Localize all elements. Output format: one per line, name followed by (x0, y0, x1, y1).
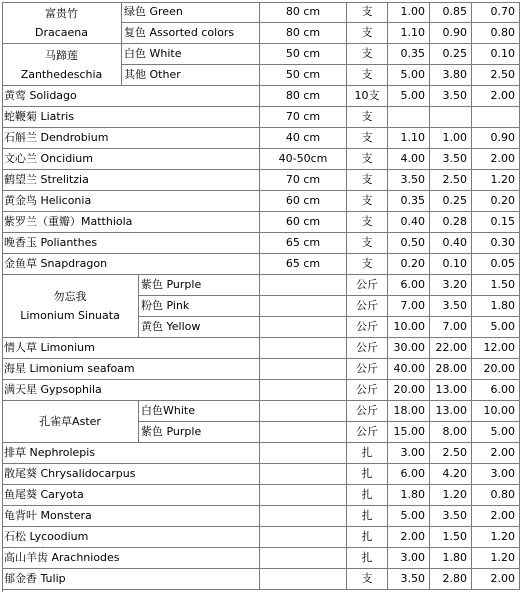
length-cell: 40-50cm (260, 149, 347, 170)
price-3-cell: 2.00 (472, 149, 520, 170)
color-variant-cell: 黄色 Yellow (139, 317, 260, 338)
unit-cell: 公斤 (347, 359, 388, 380)
length-cell: 40 cm (260, 128, 347, 149)
group-name-cell (2, 2, 122, 44)
group-name-line: 孔雀草Aster (39, 415, 101, 428)
price-2-cell: 3.50 (430, 149, 472, 170)
price-3-cell: 5.00 (472, 317, 520, 338)
color-variant-cell: 白色White (139, 401, 260, 422)
price-2-cell: 3.50 (430, 506, 472, 527)
color-variant-cell: 白色 White (122, 44, 260, 65)
price-1-cell: 1.00 (388, 2, 430, 23)
product-name-cell: 黄莺 Solidago (2, 86, 260, 107)
unit-cell: 公斤 (347, 338, 388, 359)
price-table (2, 2, 520, 592)
price-1-cell: 1.10 (388, 23, 430, 44)
price-1-cell: 3.00 (388, 548, 430, 569)
price-1-cell: 1.80 (388, 485, 430, 506)
price-3-cell: 0.10 (472, 44, 520, 65)
unit-cell: 支 (347, 254, 388, 275)
price-2-cell: 0.25 (430, 191, 472, 212)
unit-cell: 公斤 (347, 380, 388, 401)
price-2-cell: 2.80 (430, 569, 472, 590)
price-1-cell: 10.00 (388, 317, 430, 338)
unit-cell: 支 (347, 44, 388, 65)
price-3-cell: 10.00 (472, 401, 520, 422)
color-variant-cell: 紫色 Purple (139, 275, 260, 296)
price-1-cell: 0.50 (388, 233, 430, 254)
unit-cell: 支 (347, 107, 388, 128)
price-2-cell: 0.40 (430, 233, 472, 254)
length-cell: 50 cm (260, 65, 347, 86)
length-cell (260, 506, 347, 527)
length-cell (260, 338, 347, 359)
length-cell (260, 296, 347, 317)
price-3-cell: 6.00 (472, 380, 520, 401)
price-3-cell: 0.90 (472, 128, 520, 149)
length-cell: 60 cm (260, 212, 347, 233)
price-1-cell: 3.00 (388, 443, 430, 464)
unit-cell: 支 (347, 170, 388, 191)
price-1-cell: 0.35 (388, 44, 430, 65)
length-cell (260, 275, 347, 296)
unit-cell: 支 (347, 233, 388, 254)
color-variant-cell: 其他 Other (122, 65, 260, 86)
price-2-cell: 0.25 (430, 44, 472, 65)
product-name-cell: 郁金香 Tulip (2, 569, 260, 590)
color-variant-cell: 紫色 Purple (139, 422, 260, 443)
length-cell (260, 464, 347, 485)
product-name-cell: 满天星 Gypsophila (2, 380, 260, 401)
length-cell (260, 443, 347, 464)
price-2-cell: 0.28 (430, 212, 472, 233)
price-2-cell (430, 107, 472, 128)
price-3-cell: 0.80 (472, 485, 520, 506)
unit-cell: 扎 (347, 485, 388, 506)
length-cell (260, 380, 347, 401)
color-variant-cell: 绿色 Green (122, 2, 260, 23)
price-1-cell: 3.50 (388, 569, 430, 590)
group-name-line: 勿忘我 (53, 290, 87, 303)
product-name-cell: 紫罗兰（重瓣）Matthiola (2, 212, 260, 233)
unit-cell: 公斤 (347, 401, 388, 422)
length-cell: 50 cm (260, 44, 347, 65)
product-name-cell: 龟背叶 Monstera (2, 506, 260, 527)
unit-cell: 支 (347, 191, 388, 212)
price-1-cell: 40.00 (388, 359, 430, 380)
price-1-cell: 1.10 (388, 128, 430, 149)
price-3-cell (472, 107, 520, 128)
price-3-cell: 12.00 (472, 338, 520, 359)
price-2-cell: 2.50 (430, 170, 472, 191)
unit-cell: 公斤 (347, 422, 388, 443)
length-cell (260, 485, 347, 506)
price-3-cell: 2.50 (472, 65, 520, 86)
product-name-cell: 鱼尾葵 Caryota (2, 485, 260, 506)
price-3-cell: 0.20 (472, 191, 520, 212)
price-3-cell: 0.15 (472, 212, 520, 233)
price-2-cell: 0.85 (430, 2, 472, 23)
unit-cell: 扎 (347, 527, 388, 548)
unit-cell: 扎 (347, 443, 388, 464)
price-2-cell: 3.20 (430, 275, 472, 296)
unit-cell: 支 (347, 2, 388, 23)
unit-cell: 公斤 (347, 317, 388, 338)
product-name-cell: 海星 Limonium seafoam (2, 359, 260, 380)
length-cell (260, 359, 347, 380)
length-cell: 70 cm (260, 107, 347, 128)
product-name-cell: 排草 Nephrolepis (2, 443, 260, 464)
price-3-cell: 2.00 (472, 86, 520, 107)
length-cell: 65 cm (260, 254, 347, 275)
product-name-cell: 鹤望兰 Strelitzia (2, 170, 260, 191)
product-name-cell: 石松 Lycoodium (2, 527, 260, 548)
length-cell: 80 cm (260, 23, 347, 44)
length-cell (260, 401, 347, 422)
price-1-cell: 0.20 (388, 254, 430, 275)
length-cell: 70 cm (260, 170, 347, 191)
group-name-line: Dracaena (34, 25, 88, 39)
price-1-cell: 0.40 (388, 212, 430, 233)
price-1-cell: 0.35 (388, 191, 430, 212)
color-variant-cell: 粉色 Pink (139, 296, 260, 317)
price-3-cell: 20.00 (472, 359, 520, 380)
group-name-line: 马蹄莲 (45, 48, 78, 62)
price-2-cell: 8.00 (430, 422, 472, 443)
price-1-cell: 5.00 (388, 65, 430, 86)
unit-cell: 扎 (347, 548, 388, 569)
length-cell (260, 317, 347, 338)
price-2-cell: 1.00 (430, 128, 472, 149)
product-name-cell: 散尾葵 Chrysalidocarpus (2, 464, 260, 485)
price-3-cell: 2.00 (472, 569, 520, 590)
price-3-cell: 0.05 (472, 254, 520, 275)
group-name-cell (2, 275, 139, 338)
length-cell (260, 548, 347, 569)
group-name-cell (2, 401, 139, 443)
price-2-cell: 0.10 (430, 254, 472, 275)
price-1-cell: 5.00 (388, 86, 430, 107)
price-2-cell: 13.00 (430, 380, 472, 401)
price-1-cell: 6.00 (388, 464, 430, 485)
unit-cell: 公斤 (347, 296, 388, 317)
product-name-cell: 情人草 Limonium (2, 338, 260, 359)
group-name-line: Zanthedeschia (20, 67, 103, 81)
unit-cell: 支 (347, 128, 388, 149)
unit-cell: 10支 (347, 86, 388, 107)
unit-cell: 支 (347, 569, 388, 590)
price-2-cell: 1.20 (430, 485, 472, 506)
unit-cell: 扎 (347, 506, 388, 527)
price-3-cell: 0.80 (472, 23, 520, 44)
unit-cell: 支 (347, 212, 388, 233)
price-2-cell: 3.50 (430, 296, 472, 317)
price-1-cell: 7.00 (388, 296, 430, 317)
price-3-cell: 1.80 (472, 296, 520, 317)
price-3-cell: 1.50 (472, 275, 520, 296)
product-name-cell: 文心兰 Oncidium (2, 149, 260, 170)
unit-cell: 支 (347, 23, 388, 44)
length-cell: 80 cm (260, 2, 347, 23)
price-2-cell: 22.00 (430, 338, 472, 359)
length-cell: 60 cm (260, 191, 347, 212)
length-cell: 80 cm (260, 86, 347, 107)
price-1-cell: 15.00 (388, 422, 430, 443)
price-2-cell: 7.00 (430, 317, 472, 338)
price-3-cell: 5.00 (472, 422, 520, 443)
unit-cell: 公斤 (347, 275, 388, 296)
price-1-cell: 3.50 (388, 170, 430, 191)
price-3-cell: 2.00 (472, 443, 520, 464)
price-3-cell: 1.20 (472, 548, 520, 569)
price-3-cell: 0.30 (472, 233, 520, 254)
color-variant-cell: 复色 Assorted colors (122, 23, 260, 44)
price-1-cell: 18.00 (388, 401, 430, 422)
price-1-cell: 20.00 (388, 380, 430, 401)
product-name-cell: 黄金鸟 Heliconia (2, 191, 260, 212)
price-2-cell: 1.80 (430, 548, 472, 569)
price-3-cell: 0.70 (472, 2, 520, 23)
price-2-cell: 0.90 (430, 23, 472, 44)
length-cell (260, 527, 347, 548)
price-2-cell: 13.00 (430, 401, 472, 422)
price-2-cell: 28.00 (430, 359, 472, 380)
length-cell (260, 422, 347, 443)
product-name-cell: 高山羊齿 Arachniodes (2, 548, 260, 569)
group-name-cell (2, 44, 122, 86)
price-1-cell: 2.00 (388, 527, 430, 548)
price-1-cell: 6.00 (388, 275, 430, 296)
product-name-cell: 晚香玉 Polianthes (2, 233, 260, 254)
price-2-cell: 3.80 (430, 65, 472, 86)
price-3-cell: 2.00 (472, 506, 520, 527)
price-1-cell (388, 107, 430, 128)
price-3-cell: 1.20 (472, 527, 520, 548)
unit-cell: 扎 (347, 464, 388, 485)
group-name-line: 富贵竹 (45, 6, 78, 20)
unit-cell: 支 (347, 149, 388, 170)
length-cell: 65 cm (260, 233, 347, 254)
price-3-cell: 1.20 (472, 170, 520, 191)
price-2-cell: 1.50 (430, 527, 472, 548)
product-name-cell: 石斛兰 Dendrobium (2, 128, 260, 149)
group-name-line: Limonium Sinuata (20, 309, 120, 322)
price-2-cell: 4.20 (430, 464, 472, 485)
price-1-cell: 5.00 (388, 506, 430, 527)
product-name-cell: 金鱼草 Snapdragon (2, 254, 260, 275)
price-3-cell: 3.00 (472, 464, 520, 485)
price-2-cell: 2.50 (430, 443, 472, 464)
price-1-cell: 30.00 (388, 338, 430, 359)
unit-cell: 支 (347, 65, 388, 86)
product-name-cell: 蛇鞭菊 Liatris (2, 107, 260, 128)
price-1-cell: 4.00 (388, 149, 430, 170)
price-2-cell: 3.50 (430, 86, 472, 107)
length-cell (260, 569, 347, 590)
